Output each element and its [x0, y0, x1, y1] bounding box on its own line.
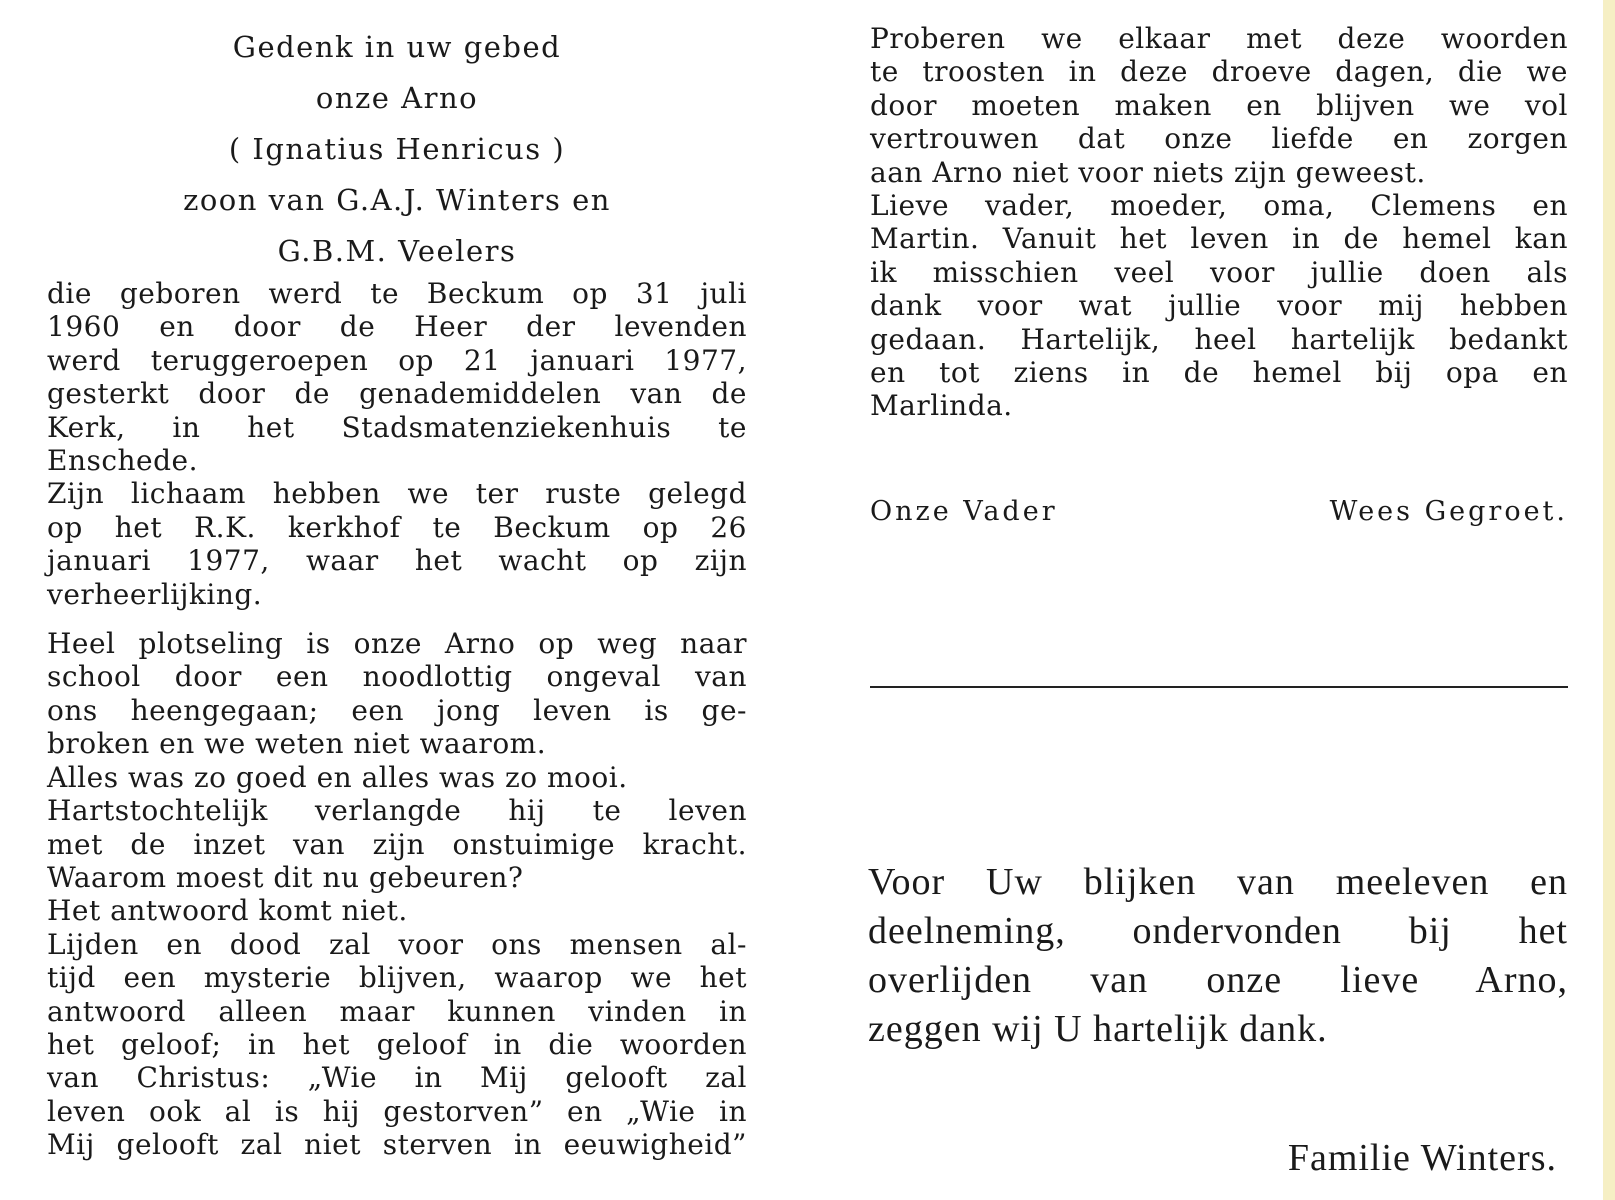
text-line: die geboren werd te Beckum op 31 juli — [47, 277, 747, 310]
right-page — [870, 22, 1568, 423]
text-line: januari 1977, waar het wacht op zijn — [47, 544, 747, 578]
text-line: Enschede. — [47, 444, 199, 478]
birth-death-paragraph — [47, 277, 747, 477]
text-line: deelneming, ondervonden bij het — [868, 910, 1568, 952]
text-line: werd teruggeroepen op 21 januari 1977, — [47, 343, 747, 377]
text-line: Hartstochtelijk verlangde hij te leven — [47, 794, 747, 828]
text-line: Het antwoord komt niet. — [47, 894, 408, 928]
text-line: ik misschien veel voor jullie doen als — [870, 255, 1568, 289]
consolation-paragraph — [870, 22, 1568, 423]
text-line: Kerk, in het Stadsmatenziekenhuis te — [47, 410, 747, 444]
text-line: 1960 en door de Heer der levenden — [47, 310, 747, 344]
prayer-our-father: Onze Vader — [870, 496, 1058, 527]
text-line: aan Arno niet voor niets zijn geweest. — [870, 155, 1426, 189]
text-line: Mij gelooft zal niet sterven in eeuwigheid” — [47, 1128, 747, 1162]
text-line: Zijn lichaam hebben we ter ruste gelegd — [47, 477, 747, 511]
heading-line: G.B.M. Veelers — [277, 234, 517, 268]
text-line: gesterkt door de genademiddelen van de — [47, 377, 747, 411]
heading-line: ( Ignatius Henricus ) — [228, 132, 566, 166]
text-line: Alles was zo goed en alles was zo mooi. — [47, 760, 628, 794]
text-line: overlijden van onze lieve Arno, — [868, 959, 1568, 1001]
burial-paragraph — [47, 477, 747, 611]
text-line: verheerlijking. — [47, 577, 263, 611]
text-line: tijd een mysterie blijven, waarop we het — [47, 961, 747, 995]
text-line: Heel plotseling is onze Arno op weg naar — [47, 627, 747, 661]
thanks-message — [868, 858, 1568, 1054]
text-line: en tot ziens in de hemel bij opa en — [870, 356, 1568, 390]
text-line: zeggen wij U hartelijk dank. — [868, 1008, 1328, 1050]
family-signature: Familie Winters. — [1287, 1137, 1557, 1179]
prayer-hail-mary: Wees Gegroet. — [1329, 496, 1568, 527]
heading-line: onze Arno — [315, 81, 479, 115]
text-line: te troosten in deze droeve dagen, die we — [870, 55, 1568, 89]
text-line: Proberen we elkaar met deze woorden — [870, 22, 1568, 55]
text-line: het geloof; in het geloof in die woorden — [47, 1027, 747, 1061]
heading-line: zoon van G.A.J. Winters en — [183, 183, 611, 217]
text-line: van Christus: „Wie in Mij gelooft zal — [47, 1061, 747, 1095]
text-line: antwoord alleen maar kunnen vinden in — [47, 994, 747, 1028]
text-line: Marlinda. — [870, 389, 1013, 423]
text-line: Voor Uw blijken van meeleven en — [868, 861, 1568, 903]
reflection-paragraph — [47, 627, 747, 1162]
heading-line: Gedenk in uw gebed — [232, 30, 562, 64]
divider-rule — [870, 686, 1568, 688]
text-line: Lieve vader, moeder, oma, Clemens en — [870, 189, 1568, 223]
text-line: school door een noodlottig ongeval van — [47, 660, 747, 694]
text-line: door moeten maken en blijven we vol — [870, 88, 1568, 122]
card-edge — [1603, 0, 1615, 1200]
text-line: vertrouwen dat onze liefde en zorgen — [870, 122, 1568, 156]
text-line: Martin. Vanuit het leven in de hemel kan — [870, 222, 1568, 256]
text-line: ons heengegaan; een jong leven is ge- — [47, 693, 747, 727]
text-line: dank voor wat jullie voor mij hebben — [870, 289, 1568, 323]
text-line: Lijden en dood zal voor ons mensen al- — [47, 927, 747, 961]
text-line: Waarom moest dit nu gebeuren? — [47, 860, 524, 894]
text-line: op het R.K. kerkhof te Beckum op 26 — [47, 510, 747, 544]
heading-block — [47, 22, 747, 277]
text-line: met de inzet van zijn onstuimige kracht. — [47, 827, 747, 861]
paragraph-gap — [47, 611, 747, 627]
prayers-row — [870, 496, 1568, 527]
text-line: gedaan. Hartelijk, heel hartelijk bedankt — [870, 322, 1568, 356]
left-page — [47, 22, 747, 1162]
text-line: leven ook al is hij gestorven” en „Wie in — [47, 1094, 747, 1128]
text-line: broken en we weten niet waarom. — [47, 727, 547, 761]
